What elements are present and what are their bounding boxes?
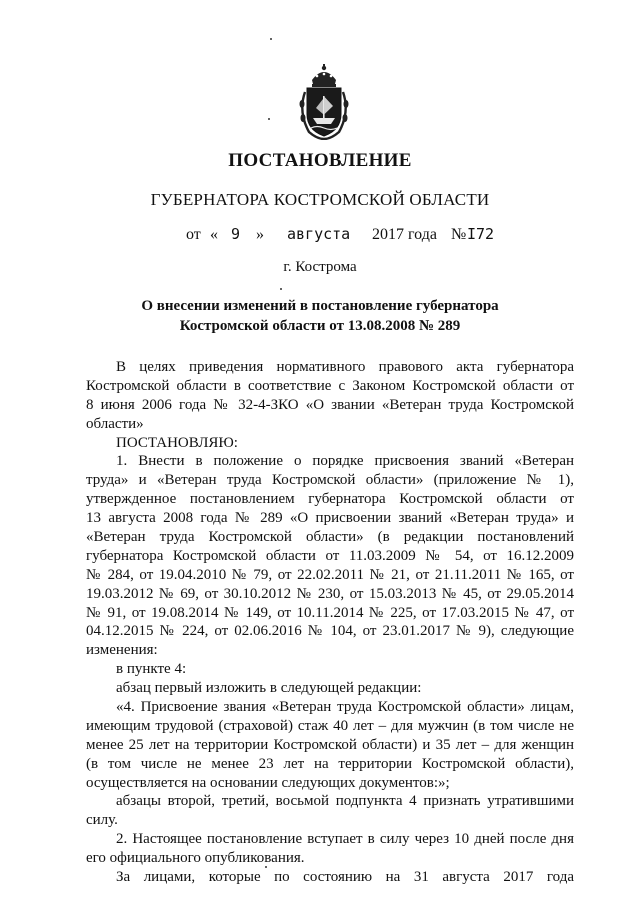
body-line: труда» и «Ветеран труда Костромской области» (приложение № 1), [86, 472, 574, 489]
body-line: № 284, от 19.04.2010 № 79, от 22.02.2011 № 21, от 21.11.2011 № 165, от [86, 566, 574, 583]
document-title: ПОСТАНОВЛЕНИЕ [228, 150, 412, 171]
body-line: 04.12.2015 № 224, от 02.06.2016 № 104, от 23.01.2017 № 9), следующие [86, 623, 574, 640]
body-line: Костромской области в соответствие с Законом Костромской области от [86, 377, 574, 394]
body-line: 1. Внести в положение о порядке присвоения званий «Ветеран [116, 453, 574, 470]
date-month: августа [287, 225, 351, 243]
subject-line: О внесении изменений в постановление губернатора [141, 298, 499, 314]
body-line: (в том числе не менее 23 лет на территории Костромской области), [86, 755, 574, 772]
date-number-line [180, 226, 510, 248]
date-day: 9 [231, 225, 241, 243]
body-line: абзацы второй, третий, восьмой подпункта 4 признать утратившими [116, 793, 574, 810]
scan-speck [270, 38, 272, 40]
scan-speck [268, 118, 270, 120]
subject-heading [0, 296, 640, 336]
subject-line: Костромской области от 13.08.2008 № 289 [179, 318, 461, 334]
body-line: 8 июня 2006 года № 32-4-ЗКО «О звании «Ветеран труда Костромской [86, 396, 574, 413]
city: г. Кострома [283, 259, 357, 275]
body-line: За лицами, которые по состоянию на 31 августа 2017 года [116, 869, 574, 886]
body-line: силу. [86, 812, 118, 829]
date-open-quote: « [210, 226, 218, 243]
date-prefix: от [186, 226, 201, 243]
body-line: области» [86, 415, 144, 432]
body-line: утвержденное постановлением губернатора Костромской области от [86, 491, 574, 508]
document-body [86, 358, 574, 887]
decree-word: ПОСТАНОВЛЯЮ: [116, 434, 238, 451]
body-line: губернатора Костромской области от 11.03.2009 № 54, от 16.12.2009 [86, 547, 574, 564]
body-line: «Ветеран труда Костромской области» (в редакции постановлений [86, 529, 574, 546]
document-number: I72 [467, 225, 495, 243]
body-line: в пункте 4: [116, 661, 187, 678]
body-line: 13 августа 2008 года № 289 «О присвоении званий «Ветеран труда» и [86, 510, 574, 527]
coat-of-arms-emblem [295, 62, 353, 140]
body-line: абзац первый изложить в следующей редакции: [116, 680, 422, 697]
body-line: «4. Присвоение звания «Ветеран труда Костромской области» лицам, [116, 699, 574, 716]
number-sign: № [451, 226, 467, 243]
body-line: № 91, от 19.08.2014 № 149, от 10.11.2014 № 225, от 17.03.2015 № 47, от [86, 604, 574, 621]
body-line: 19.03.2012 № 69, от 30.10.2012 № 230, от 15.03.2013 № 45, от 29.05.2014 [86, 585, 574, 602]
body-line: изменения: [86, 642, 158, 659]
date-close-quote: » [256, 226, 264, 243]
body-line: его официального опубликования. [86, 850, 305, 867]
body-line: имеющим трудовой (страховой) стаж 40 лет – для мужчин (в том числе не [86, 717, 574, 734]
scan-speck [280, 288, 282, 290]
body-line: В целях приведения нормативного правового акта губернатора [116, 359, 574, 375]
body-line: осуществляется на основании следующих документов:»; [86, 774, 450, 791]
body-line: менее 25 лет на территории Костромской области) и 35 лет – для женщин [86, 736, 574, 753]
body-line: 2. Настоящее постановление вступает в силу через 10 дней после дня [116, 831, 574, 848]
date-year: 2017 года [372, 226, 437, 243]
issuing-authority: ГУБЕРНАТОРА КОСТРОМСКОЙ ОБЛАСТИ [150, 190, 490, 209]
